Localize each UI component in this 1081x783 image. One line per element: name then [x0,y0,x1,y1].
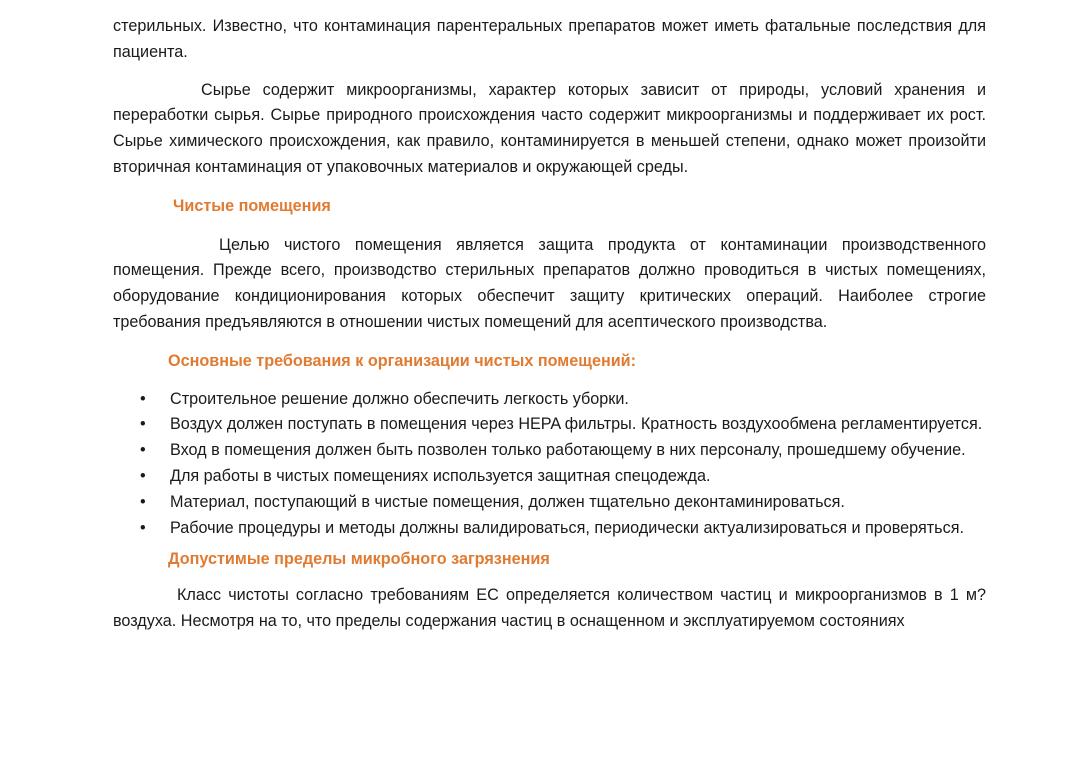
bullet-icon: • [140,466,146,485]
list-item-text: Строительное решение должно обеспечить легкость уборки. [170,389,629,408]
list-item-text: Вход в помещения должен быть позволен только работающему в них персоналу, прошедшему обучение. [170,441,966,460]
bullet-icon: • [140,441,146,460]
list-item [113,516,986,542]
bullet-icon: • [140,518,146,537]
list-item [113,412,986,438]
list-item-text: Воздух должен поступать в помещения через HEPA фильтры. Кратность воздухообмена регламентируется. [170,415,983,434]
list-item-text: Рабочие процедуры и методы должны валидироваться, периодически актуализироваться и проверяться. [170,518,964,537]
list-item-text: Материал, поступающий в чистые помещения, должен тщательно деконтаминироваться. [170,492,845,511]
bullet-icon: • [140,389,146,408]
heading-microbial-limits: Допустимые пределы микробного загрязнения [168,550,550,569]
paragraph-raw-materials: Сырье содержит микроорганизмы, характер которых зависит от природы, условий хранения и переработки сырья. Сырье природного происхождения часто содержит микроорганизмы и поддерживает их рост. Сырье химического происхождения, как правило, контаминируется в меньшей степени, однако может произойти вторичная контаминация от упаковочных материалов и окружающей среды. [113,80,986,176]
heading-requirements: Основные требования к организации чистых помещений: [168,351,637,370]
bullet-icon: • [140,415,146,434]
list-item [113,464,986,490]
heading-clean-rooms: Чистые помещения [173,196,331,215]
document-page [113,14,986,635]
paragraph-cleanliness-class: Класс чистоты согласно требованиям ЕС определяется количеством частиц и микроорганизмов в 1 м? воздуха. Несмотря на то, что пределы содержания частиц в оснащенном и эксплуатируемом состояниях [113,586,986,630]
bullet-icon: • [140,492,146,511]
list-item [113,438,986,464]
list-item [113,490,986,516]
list-item-text: Для работы в чистых помещениях используется защитная спецодежда. [170,466,711,485]
paragraph-intro-tail: стерильных. Известно, что контаминация парентеральных препаратов может иметь фатальные последствия для пациента. [113,17,986,61]
requirements-list [113,387,986,542]
list-item [113,387,986,413]
paragraph-clean-rooms: Целью чистого помещения является защита продукта от контаминации производственного помещения. Прежде всего, производство стерильных препаратов должно проводиться в чистых помещениях, оборудование кондиционирования которых обеспечит защиту критических операций. Наиболее строгие требования предъявляются в отношении чистых помещений для асептического производства. [113,235,986,331]
